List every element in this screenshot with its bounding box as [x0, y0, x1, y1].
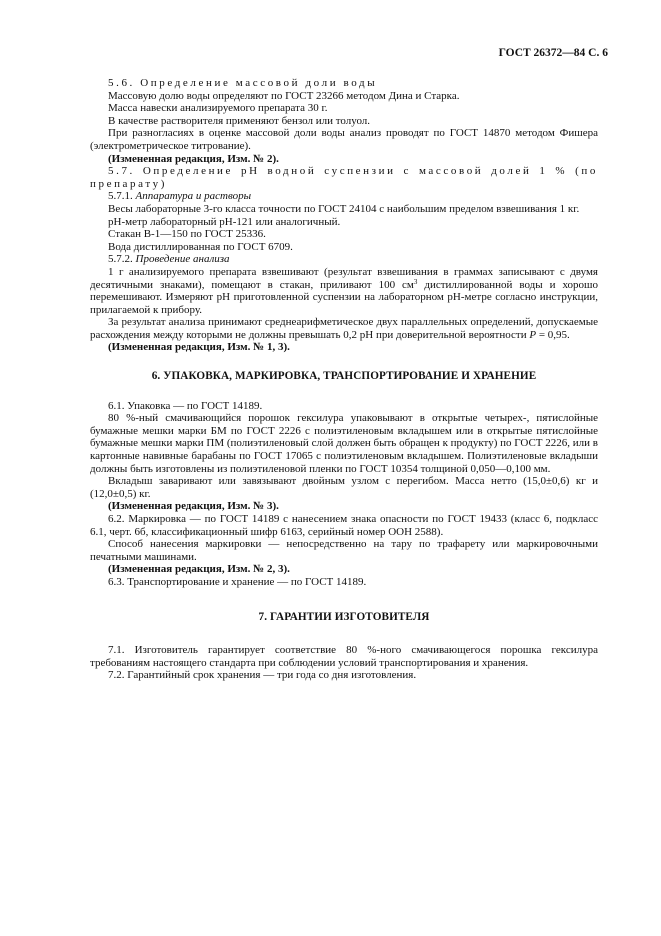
revision-note: (Измененная редакция, Изм. № 3). [108, 500, 279, 513]
paragraph: 7.2. Гарантийный срок хранения — три года со дня изготовления. [108, 669, 417, 682]
subsection-title: Аппаратура и растворы [135, 190, 252, 203]
subsection-title: Проведение анализа [135, 253, 230, 266]
page-header: ГОСТ 26372—84 С. 6 [498, 47, 608, 59]
paragraph: Вкладыш заваривают или завязывают двойным узлом с перегибом. Масса нетто (15,0±0,6) кг и (12,0±0,5) кг. [90, 475, 598, 500]
paragraph: Весы лабораторные 3-го класса точности по ГОСТ 24104 с наибольшим пределом взвешивания 1 кг. [108, 202, 580, 215]
paragraph [90, 266, 598, 316]
paragraph: При разногласиях в оценке массовой доли воды анализ проводят по ГОСТ 14870 методом Фишера (электрометрическое титрование). [90, 127, 598, 152]
subsection-number: 5.7.1. [108, 190, 133, 203]
paragraph: рН-метр лабораторный рН-121 или аналогичный. [108, 215, 341, 228]
paragraph: Вода дистиллированная по ГОСТ 6709. [108, 240, 293, 253]
revision-note: (Измененная редакция, Изм. № 2, 3). [108, 563, 290, 576]
subsection-5-7-2-heading [90, 253, 598, 266]
revision-note: (Измененная редакция, Изм. № 2). [108, 152, 279, 165]
text-run: = 0,95. [536, 328, 570, 341]
section-5-6-heading: 5.6. Определение массовой доли воды [108, 77, 378, 89]
paragraph: 6.2. Маркировка — по ГОСТ 14189 с нанесением знака опасности по ГОСТ 19433 (класс 6, подкласс 6.1, черт. 6б, классификационный шифр 6163, серийный номер ООН 2588). [90, 513, 598, 538]
subsection-number: 5.7.2. [108, 253, 133, 266]
paragraph: 7.1. Изготовитель гарантирует соответствие 80 %-ного смачивающегося порошка гексилура требованиям настоящего стандарта при соблюдении условий транспортирования и хранения. [90, 644, 598, 669]
paragraph: В качестве растворителя применяют бензол или толуол. [108, 114, 371, 127]
text-run: За результат анализа принимают среднеарифметическое двух параллельных определений, допускаемые расхождения между которыми не должны превышать 0,2 рН при доверительной вероятности [90, 316, 598, 341]
text-run: 1 г анализируемого препарата взвешивают (результат взвешивания в граммах записывают с двумя десятичными знаками), помещают в стакан, приливают 100 см [90, 265, 598, 291]
paragraph: 6.3. Транспортирование и хранение — по ГОСТ 14189. [108, 575, 367, 588]
paragraph: Масса навески анализируемого препарата 30 г. [108, 102, 328, 115]
paragraph: Способ нанесения маркировки — непосредственно на тару по трафарету или маркировочными печатными машинами. [90, 538, 598, 563]
paragraph: 80 %-ный смачивающийся порошок гексилура упаковывают в открытые четырех-, пятислойные бумажные мешки марки БМ по ГОСТ 2226 с полиэтиленовым вкладышем или в открытые пятислойные бумажные мешки марки ПМ (полиэтиленовый слой должен быть обращен к продукту) по ГОСТ 2226, или в картонные навивные барабаны по ГОСТ 17065 с полиэтиленовым вкладышем. Полиэтиленовые вкладыши должны быть изготовлены из полиэтиленовой пленки по ГОСТ 10354 толщиной 0,050—0,100 мм. [90, 412, 598, 475]
superscript: 3 [413, 277, 418, 286]
section-7-title: 7. ГАРАНТИИ ИЗГОТОВИТЕЛЯ [258, 610, 430, 623]
section-5-7-heading: 5.7. Определение рН водной суспензии с массовой долей 1 % (по препарату) [90, 165, 598, 190]
paragraph: Стакан В-1—150 по ГОСТ 25336. [108, 228, 266, 241]
paragraph [90, 316, 598, 341]
paragraph: Массовую долю воды определяют по ГОСТ 23266 методом Дина и Старка. [108, 89, 460, 102]
subsection-5-7-1-heading [90, 190, 598, 203]
paragraph: 6.1. Упаковка — по ГОСТ 14189. [108, 399, 263, 412]
section-6-title: 6. УПАКОВКА, МАРКИРОВКА, ТРАНСПОРТИРОВАНИЕ И ХРАНЕНИЕ [151, 370, 537, 383]
text-run: дистиллированной воды и хорошо перемешивают. Измеряют рН приготовленной суспензии на лабораторном рН-метре согласно инструкции, прилагаемой к прибору. [90, 278, 598, 316]
document-body [90, 77, 598, 682]
revision-note: (Измененная редакция, Изм. № 1, 3). [108, 341, 290, 354]
variable-p: P [529, 328, 537, 341]
